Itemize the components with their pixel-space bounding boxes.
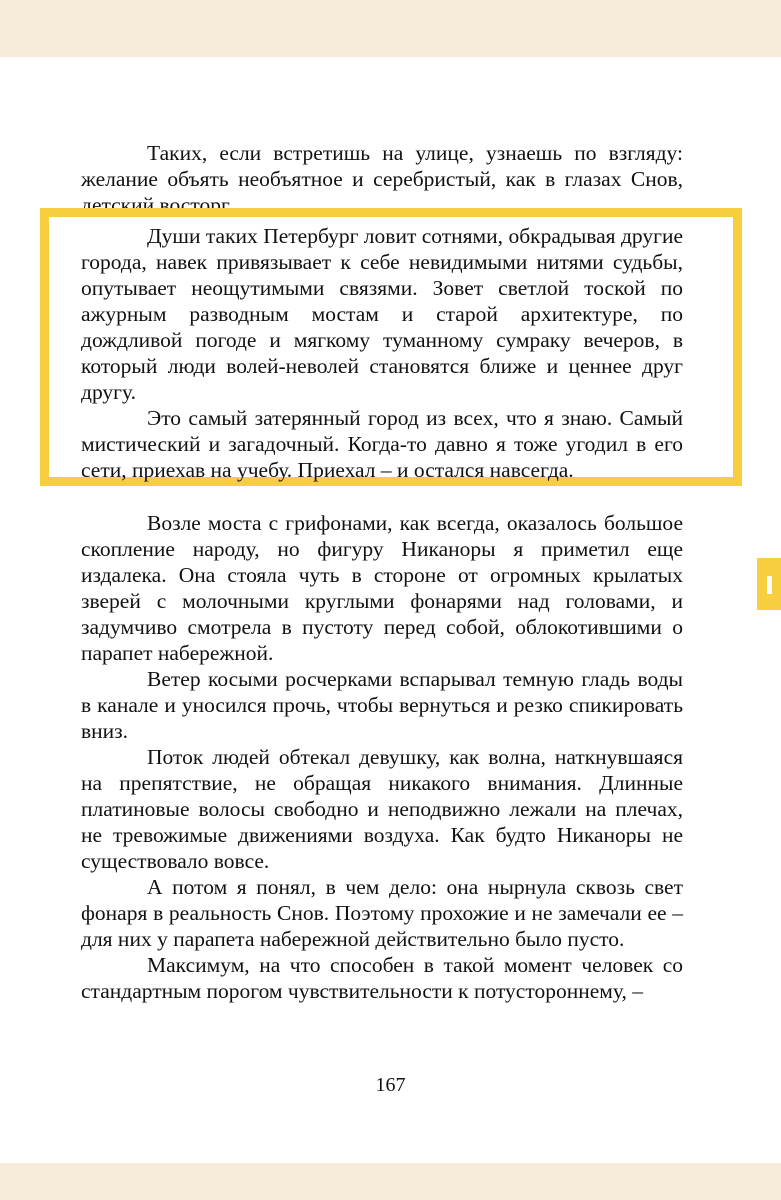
- highlight-frame: [40, 208, 742, 486]
- bookmark-tab[interactable]: [757, 558, 781, 610]
- top-paragraph: Таких, если встретишь на улице, узнаешь по взгляду: желание объять необъятное и серебристый, как в глазах Снов, детский восторг.: [81, 141, 683, 217]
- body-paragraph: Ветер косыми росчерками вспарывал темную гладь воды в канале и уносился прочь, чтобы вернуться и резко спикировать вниз.: [81, 667, 683, 743]
- page-number: 167: [375, 1074, 406, 1096]
- highlight-paragraph: Это самый затерянный город из всех, что я знаю. Самый мистический и загадочный. Когда-то давно я тоже угодил в его сети, приехав на учебу. Приехал – и остался навсегда.: [81, 406, 683, 482]
- body-paragraph: Максимум, на что способен в такой момент человек со стандартным порогом чувствительности к потустороннему, –: [81, 953, 683, 1003]
- main-text: [81, 510, 683, 1004]
- highlight-text: [81, 223, 683, 483]
- highlight-paragraph: Души таких Петербург ловит сотнями, обкрадывая другие города, навек привязывает к себе невидимыми нитями судьбы, опутывает неощутимыми связями. Зовет светлой тоской по ажурным разводным мостам и старой архитектуре, по дождливой погоде и мягкому туманному сумраку вечеров, в который люди волей-неволей становятся ближе и ценнее друг другу.: [81, 224, 683, 404]
- bookmark-icon: [767, 576, 772, 594]
- body-paragraph: А потом я понял, в чем дело: она нырнула сквозь свет фонаря в реальность Снов. Поэтому прохожие и не замечали ее – для них у парапета набережной действительно было пусто.: [81, 875, 683, 951]
- body-paragraph: Возле моста с грифонами, как всегда, оказалось большое скопление народу, но фигуру Никаноры я приметил еще издалека. Она стояла чуть в стороне от огромных крылатых зверей с молочными круглыми фонарями над головами, и задумчиво смотрела в пустоту перед собой, облокотившими о парапет набережной.: [81, 511, 683, 665]
- top-paragraph-block: [81, 140, 683, 217]
- body-paragraph: Поток людей обтекал девушку, как волна, наткнувшаяся на препятствие, не обращая никакого внимания. Длинные платиновые волосы свободно и неподвижно лежали на плечах, не тревожимые движениями воздуха. Как будто Никаноры не существовало вовсе.: [81, 745, 683, 873]
